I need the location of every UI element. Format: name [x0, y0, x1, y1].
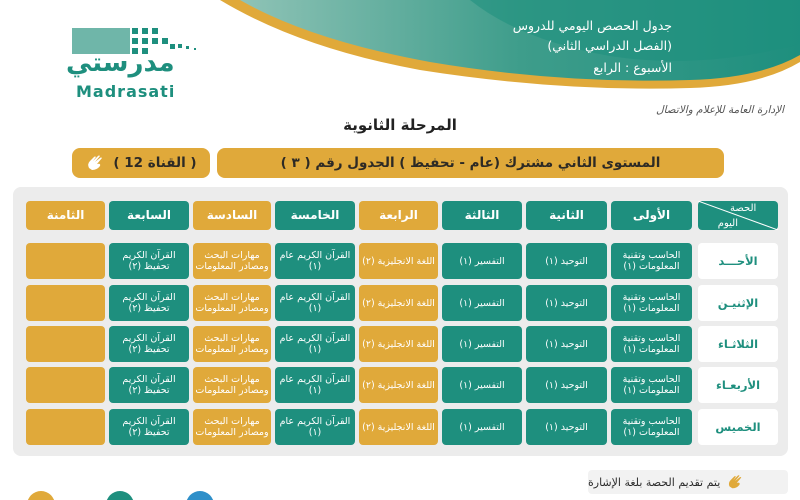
day-thursday: الخميس — [698, 409, 778, 445]
table-cell: مهارات البحث ومصادر المعلومات — [193, 409, 271, 445]
table-cell: القرآن الكريم تحفيظ (٢) — [109, 243, 189, 279]
table-cell: الحاسب وتقنية المعلومات (١) — [611, 285, 692, 321]
period-header-8: الثامنة — [26, 201, 105, 230]
table-cell: القرآن الكريم عام (١) — [275, 326, 355, 362]
level-pill: المستوى الثاني مشترك (عام - تحفيظ ) الجدول رقم ( ٣ ) — [217, 148, 724, 178]
table-cell: اللغة الانجليزية (٢) — [359, 326, 438, 362]
table-cell: القرآن الكريم عام (١) — [275, 367, 355, 403]
table-cell: اللغة الانجليزية (٢) — [359, 367, 438, 403]
table-cell: الحاسب وتقنية المعلومات (١) — [611, 367, 692, 403]
corner-period-label: الحصة — [730, 202, 757, 214]
admin-department-logo: الإدارة العامة للإعلام والاتصال — [655, 104, 784, 116]
period-header-3: الثالثة — [442, 201, 522, 230]
table-cell: اللغة الانجليزية (٢) — [359, 243, 438, 279]
period-header-6: السادسة — [193, 201, 271, 230]
table-cell: التفسير (١) — [442, 326, 522, 362]
table-cell: القرآن الكريم عام (١) — [275, 285, 355, 321]
table-cell: القرآن الكريم عام (١) — [275, 409, 355, 445]
sign-language-note — [588, 470, 788, 494]
table-cell: مهارات البحث ومصادر المعلومات — [193, 326, 271, 362]
table-cell: التوحيد (١) — [526, 285, 607, 321]
week-label: الأسبوع : الرابع — [593, 60, 672, 75]
table-cell-empty — [26, 243, 105, 279]
semester-label: (الفصل الدراسي الثاني) — [547, 38, 672, 53]
footer-teal-circle-icon — [106, 491, 134, 500]
channel-label: ( القناة 12 ) — [113, 155, 197, 171]
table-cell: مهارات البحث ومصادر المعلومات — [193, 285, 271, 321]
table-cell: التوحيد (١) — [526, 326, 607, 362]
table-cell: مهارات البحث ومصادر المعلومات — [193, 367, 271, 403]
table-cell: القرآن الكريم تحفيظ (٢) — [109, 285, 189, 321]
table-cell: الحاسب وتقنية المعلومات (١) — [611, 243, 692, 279]
table-cell: التفسير (١) — [442, 243, 522, 279]
table-cell-empty — [26, 326, 105, 362]
table-cell: التوحيد (١) — [526, 243, 607, 279]
day-monday: الإثنيـن — [698, 285, 778, 321]
table-cell: القرآن الكريم تحفيظ (٢) — [109, 409, 189, 445]
brand-latin-name: Madrasati — [76, 82, 176, 101]
period-header-1: الأولى — [611, 201, 692, 230]
period-header-2: الثانية — [526, 201, 607, 230]
period-header-5: الخامسة — [275, 201, 355, 230]
table-cell-empty — [26, 409, 105, 445]
table-cell-empty — [26, 285, 105, 321]
channel-pill — [72, 148, 210, 178]
sign-language-note-text: يتم تقديم الحصة بلغة الإشارة — [588, 475, 721, 489]
table-cell: القرآن الكريم تحفيظ (٢) — [109, 367, 189, 403]
table-cell: التفسير (١) — [442, 285, 522, 321]
table-cell: التوحيد (١) — [526, 367, 607, 403]
footer-blue-circle-icon — [186, 491, 214, 500]
table-cell: الحاسب وتقنية المعلومات (١) — [611, 326, 692, 362]
table-cell: التفسير (١) — [442, 409, 522, 445]
table-cell: الحاسب وتقنية المعلومات (١) — [611, 409, 692, 445]
table-cell: القرآن الكريم تحفيظ (٢) — [109, 326, 189, 362]
schedule-heading: جدول الحصص اليومي للدروس — [512, 18, 672, 33]
period-header-4: الرابعة — [359, 201, 438, 230]
sign-language-hand-icon — [85, 154, 105, 172]
period-header-7: السابعة — [109, 201, 189, 230]
day-tuesday: الثلاثـاء — [698, 326, 778, 362]
sign-language-hand-icon — [726, 473, 744, 491]
table-cell: التوحيد (١) — [526, 409, 607, 445]
table-cell: اللغة الانجليزية (٢) — [359, 285, 438, 321]
day-sunday: الأحـــد — [698, 243, 778, 279]
brand-arabic-name: مدرستي — [66, 48, 175, 78]
table-cell: القرآن الكريم عام (١) — [275, 243, 355, 279]
table-cell: مهارات البحث ومصادر المعلومات — [193, 243, 271, 279]
corner-day-label: اليوم — [717, 217, 738, 229]
table-cell-empty — [26, 367, 105, 403]
stage-title: المرحلة الثانوية — [343, 116, 457, 134]
day-wednesday: الأربعـاء — [698, 367, 778, 403]
table-cell: اللغة الانجليزية (٢) — [359, 409, 438, 445]
table-cell: التفسير (١) — [442, 367, 522, 403]
footer-orange-circle-icon — [27, 491, 55, 500]
